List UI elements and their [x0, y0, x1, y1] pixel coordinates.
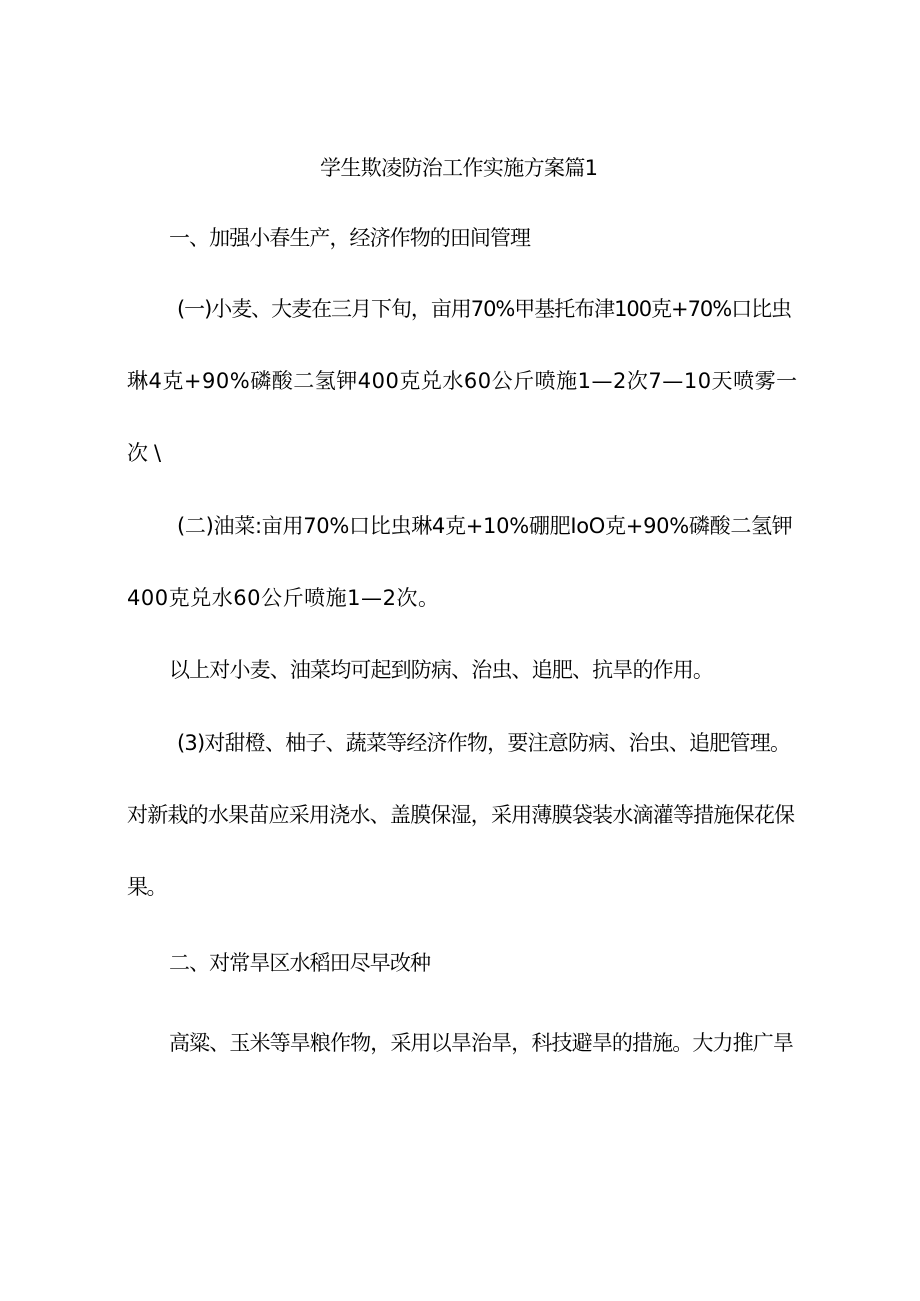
paragraph-line: 高粱、玉米等旱粮作物，采用以旱治旱，科技避旱的措施。大力推广旱 [169, 1031, 794, 1055]
paragraph-line: 400克兑水60公斤喷施1—2次。 [127, 586, 440, 610]
paragraph-line: 琳4克+90%磷酸二氢钾400克兑水60公斤喷施1—2次7—10天喷雾一 [127, 369, 798, 393]
document-title: 学生欺凌防治工作实施方案篇1 [320, 156, 598, 180]
paragraph-line: (一)小麦、大麦在三月下旬，亩用70%甲基托布津100克+70%口比虫 [177, 297, 792, 321]
paragraph-line: 对新栽的水果苗应采用浇水、盖膜保湿，采用薄膜袋装水滴灌等措施保花保 [127, 803, 795, 827]
paragraph-line: (二)油菜:亩用70%口比虫琳4克+10%硼肥IoO克+90%磷酸二氢钾 [177, 514, 793, 538]
paragraph-line: 次\ [127, 441, 168, 465]
paragraph-line: 以上对小麦、油菜均可起到防病、治虫、追肥、抗旱的作用。 [169, 658, 714, 682]
paragraph-line: 果。 [127, 875, 166, 899]
section-heading-1: 一、加强小春生产，经济作物的田间管理 [169, 226, 531, 250]
section-heading-2: 二、对常旱区水稻田尽早改种 [169, 951, 431, 975]
paragraph-line: (3)对甜橙、柚子、蔬菜等经济作物，要注意防病、治虫、追肥管理。 [177, 731, 791, 755]
